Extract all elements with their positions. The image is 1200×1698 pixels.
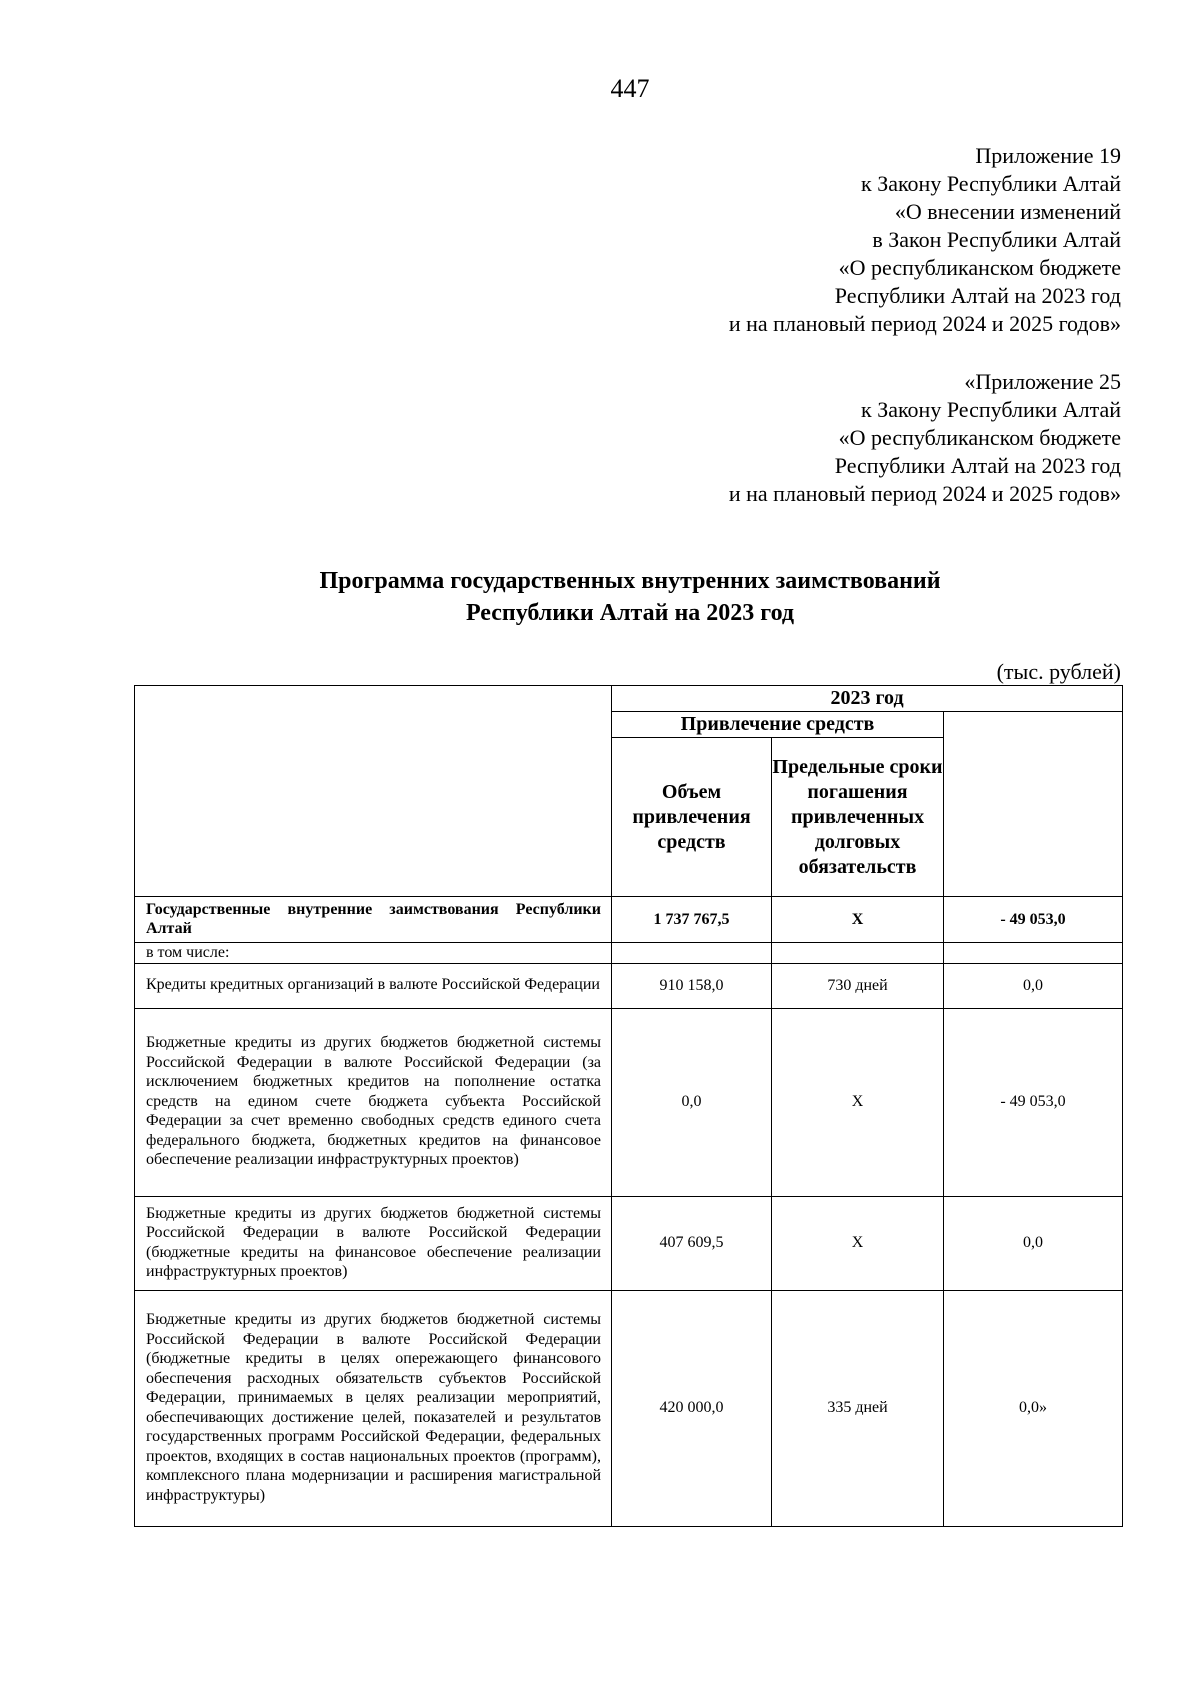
table-row-total (135, 897, 1123, 943)
row-volume: 1 737 767,5 (612, 897, 772, 943)
units-label: (тыс. рублей) (996, 659, 1121, 684)
row-repayment: 0,0» (944, 1290, 1123, 1526)
borrowings-table (134, 685, 1123, 1527)
table-row-including (135, 943, 1123, 964)
header-year: 2023 год (612, 686, 1123, 712)
row-terms: 730 дней (772, 963, 944, 1008)
row-volume: 407 609,5 (612, 1196, 772, 1290)
empty-cell (944, 943, 1123, 964)
annex-line: «О республиканском бюджете (838, 425, 1121, 450)
table-row (135, 1196, 1123, 1290)
annex-line: Приложение 19 (975, 143, 1121, 168)
row-volume: 0,0 (612, 1008, 772, 1196)
empty-cell (612, 943, 772, 964)
row-repayment: - 49 053,0 (944, 1008, 1123, 1196)
header-volume: Объем привлечения средств (612, 738, 772, 897)
annex-line: «О республиканском бюджете (838, 255, 1121, 280)
annex-line: и на плановый период 2024 и 2025 годов» (728, 481, 1121, 506)
table-row (135, 1290, 1123, 1526)
row-label: Бюджетные кредиты из других бюджетов бюджетной системы Российской Федерации в валюте Российской Федерации (бюджетные кредиты в целях опережающего финансового обеспечения расходных обязательств субъектов Российской Федерации, принимаемых в целях реализации мероприятий, обеспечивающих достижение целей, показателей и результатов государственных программ Российской Федерации, федеральных проектов, входящих в состав национальных проектов (программ), комплексного плана модернизации и расширения магистральной инфраструктуры) (135, 1290, 612, 1526)
title-line-1: Программа государственных внутренних заимствований (319, 568, 941, 594)
annex-line: к Закону Республики Алтай (861, 171, 1121, 196)
row-label: Кредиты кредитных организаций в валюте Российской Федерации (135, 963, 612, 1008)
row-repayment: - 49 053,0 (944, 897, 1123, 943)
annex-line: и на плановый период 2024 и 2025 годов» (728, 311, 1121, 336)
row-repayment: 0,0 (944, 963, 1123, 1008)
annex-line: к Закону Республики Алтай (861, 397, 1121, 422)
page-number: 447 (610, 74, 650, 103)
header-blank-cell (135, 686, 612, 897)
row-label: Государственные внутренние заимствования Республики Алтай (135, 897, 612, 943)
annex-line: Республики Алтай на 2023 год (834, 453, 1121, 478)
table-row (135, 1008, 1123, 1196)
title-line-2: Республики Алтай на 2023 год (465, 600, 795, 626)
header-terms: Предельные сроки погашения привлеченных долговых обязательств (772, 738, 944, 897)
row-volume: 910 158,0 (612, 963, 772, 1008)
row-label: Бюджетные кредиты из других бюджетов бюджетной системы Российской Федерации в валюте Российской Федерации (бюджетные кредиты на финансовое обеспечение реализации инфраструктурных проектов) (135, 1196, 612, 1290)
annex-line: «О внесении изменений (894, 199, 1121, 224)
annex-line: Республики Алтай на 2023 год (834, 283, 1121, 308)
annex-line: «Приложение 25 (964, 369, 1121, 394)
row-repayment: 0,0 (944, 1196, 1123, 1290)
table-row (135, 963, 1123, 1008)
header-raising: Привлечение средств (612, 712, 944, 738)
row-terms: 335 дней (772, 1290, 944, 1526)
annex-original-heading (729, 368, 1121, 508)
document-title (0, 565, 1200, 629)
row-label: Бюджетные кредиты из других бюджетов бюджетной системы Российской Федерации в валюте Российской Федерации (за исключением бюджетных кредитов на пополнение остатка средств на едином счете бюджета субъекта Российской Федерации за счет временно свободных средств единого счета федерального бюджета, бюджетных кредитов на финансовое обеспечение реализации инфраструктурных проектов) (135, 1008, 612, 1196)
empty-cell (772, 943, 944, 964)
row-terms: Х (772, 1196, 944, 1290)
row-terms: Х (772, 1008, 944, 1196)
row-terms: Х (772, 897, 944, 943)
including-label: в том числе: (135, 943, 612, 964)
annex-line: в Закон Республики Алтай (872, 227, 1121, 252)
annex-current-heading (729, 142, 1121, 338)
row-volume: 420 000,0 (612, 1290, 772, 1526)
header-repayment (944, 712, 1123, 897)
